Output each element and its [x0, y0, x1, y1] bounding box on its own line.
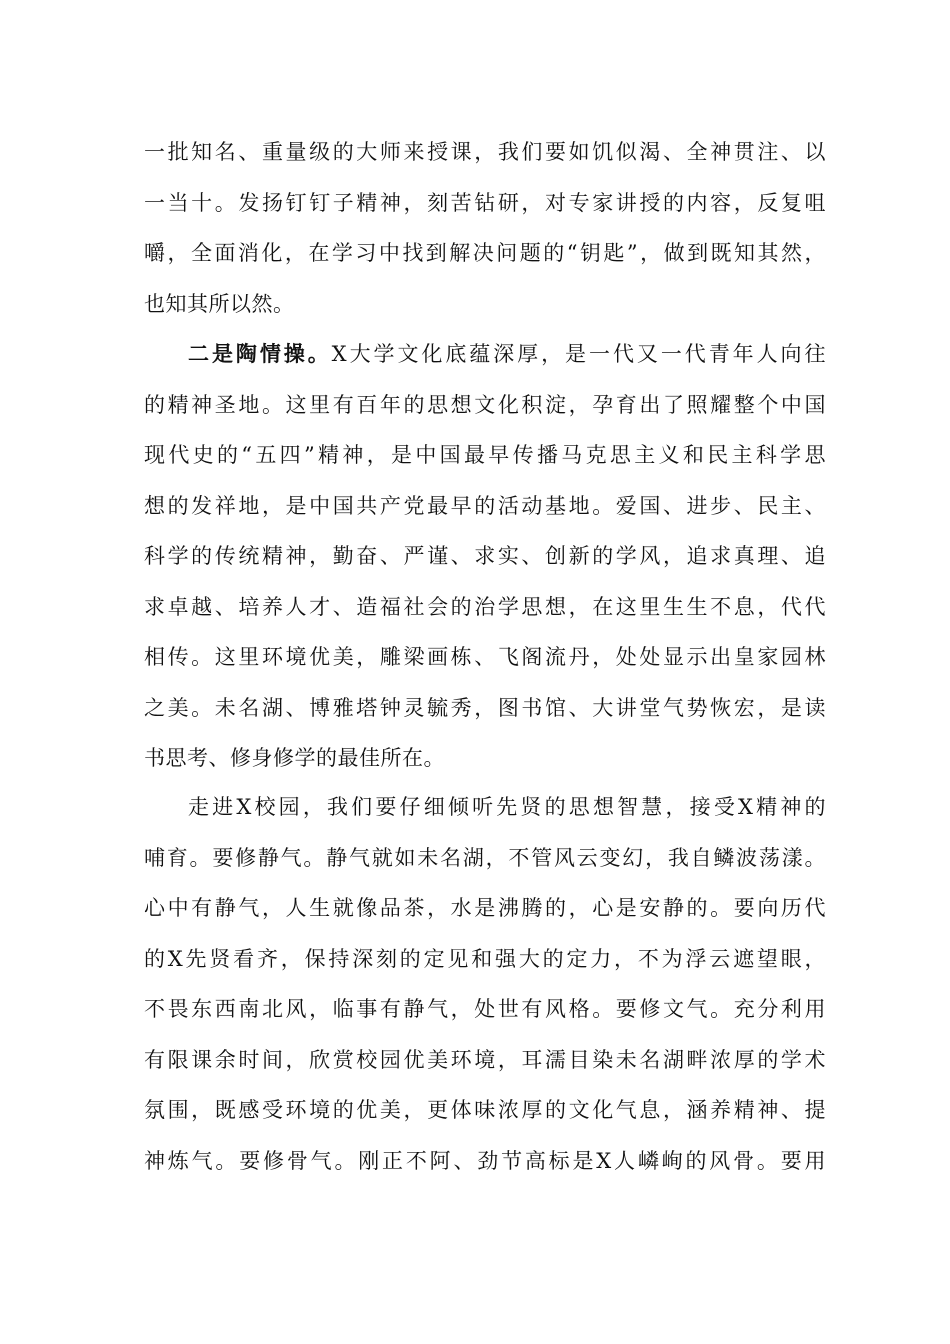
paragraph-2: [144, 329, 826, 784]
text-line: 的精神圣地。这里有百年的思想文化积淀，孕育出了照耀整个中国: [144, 392, 826, 417]
text-line: 一当十。发扬钉钉子精神，刻苦钻研，对专家讲授的内容，反复咀: [144, 190, 826, 215]
text-line: 科学的传统精神，勤奋、严谨、求实、创新的学风，追求真理、追: [144, 544, 826, 568]
text-line: 哺育。要修静气。静气就如未名湖，不管风云变幻，我自鳞波荡漾。: [144, 845, 826, 870]
text-line: 求卓越、培养人才、造福社会的治学思想，在这里生生不息，代代: [144, 594, 826, 619]
text-line: 书思考、修身修学的最佳所在。: [144, 746, 445, 770]
text-line: 嚼，全面消化，在学习中找到解决问题的“钥匙”，做到既知其然，: [144, 241, 826, 265]
paragraph-heading: 二是陶情操。: [188, 341, 332, 366]
text-line: 现代史的“五四”精神，是中国最早传播马克思主义和民主科学思: [144, 443, 826, 467]
text-line: 也知其所以然。: [144, 291, 295, 316]
paragraph-1: [144, 127, 826, 329]
text-line: 神炼气。要修骨气。刚正不阿、劲节高标是X人嶙峋的风骨。要用: [144, 1148, 826, 1173]
text-line: 走进X校园，我们要仔细倾听先贤的思想智慧，接受X精神的: [188, 795, 826, 819]
text-line: 的X先贤看齐，保持深刻的定见和强大的定力，不为浮云遮望眼，: [144, 946, 826, 971]
text-line: [144, 329, 826, 380]
paragraph-3: [144, 782, 826, 1186]
text-span: X大学文化底蕴深厚，是一代又一代青年人向往: [331, 342, 826, 366]
text-line: 一批知名、重量级的大师来授课，我们要如饥似渴、全神贯注、以: [144, 140, 826, 164]
text-line: 之美。未名湖、博雅塔钟灵毓秀，图书馆、大讲堂气势恢宏，是读: [144, 695, 826, 720]
text-line: 心中有静气，人生就像品茶，水是沸腾的，心是安静的。要向历代: [144, 896, 826, 920]
text-line: 氛围，既感受环境的优美，更体味浓厚的文化气息，涵养精神、提: [144, 1098, 826, 1122]
text-line: 不畏东西南北风，临事有静气，处世有风格。要修文气。充分利用: [144, 997, 826, 1021]
text-line: 相传。这里环境优美，雕梁画栋、飞阁流丹，处处显示出皇家园林: [144, 645, 826, 669]
text-line: 有限课余时间，欣赏校园优美环境，耳濡目染未名湖畔浓厚的学术: [144, 1047, 826, 1072]
text-line: 想的发祥地，是中国共产党最早的活动基地。爱国、进步、民主、: [144, 493, 826, 518]
